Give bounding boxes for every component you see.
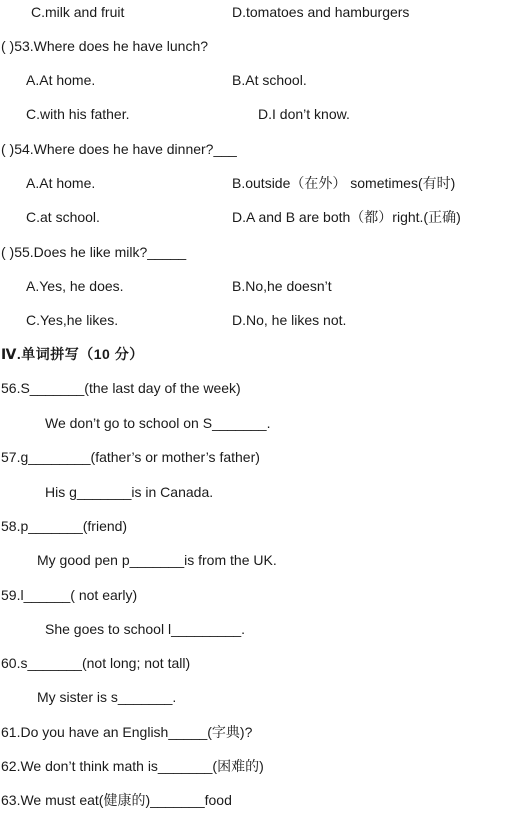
- q62-prompt: 62.We don’t think math is_______(困难的): [1, 758, 264, 774]
- q54-option-a: A.At home.: [26, 175, 96, 191]
- q54-options-row-1: [0, 173, 510, 193]
- q52-options-row: [0, 2, 510, 22]
- q53-option-d: D.I don’t know.: [258, 106, 350, 122]
- q60-row: [0, 653, 510, 673]
- q55-option-c: C.Yes,he likes.: [26, 312, 119, 328]
- q54-option-c: C.at school.: [26, 209, 100, 225]
- q56-row: [0, 378, 510, 398]
- q55-stem: ( )55.Does he like milk?_____: [1, 244, 187, 260]
- q63-prompt: 63.We must eat(健康的)_______food: [1, 792, 232, 808]
- q54-option-b: B.outside（在外） sometimes(有时): [232, 175, 456, 191]
- q59-prompt: 59.l______( not early): [1, 587, 138, 603]
- q62-row: [0, 756, 510, 776]
- section-heading-row: [0, 344, 510, 364]
- q58-example-row: [0, 550, 510, 570]
- q61-row: [0, 722, 510, 742]
- q63-row: [0, 790, 510, 810]
- q54-stem: ( )54.Where does he have dinner?___: [1, 141, 237, 157]
- q55-options-row-1: [0, 276, 510, 296]
- q54-stem-row: [0, 139, 510, 159]
- q55-options-row-2: [0, 310, 510, 330]
- q53-option-c: C.with his father.: [26, 106, 130, 122]
- q54-option-d: D.A and B are both（都）right.(正确): [232, 209, 461, 225]
- q53-option-b: B.At school.: [232, 72, 307, 88]
- q56-example-row: [0, 413, 510, 433]
- q53-options-row-2: [0, 104, 510, 124]
- q57-prompt: 57.g________(father’s or mother’s father): [1, 449, 260, 465]
- q60-example-row: [0, 687, 510, 707]
- q57-example-row: [0, 482, 510, 502]
- q55-option-a: A.Yes, he does.: [26, 278, 124, 294]
- q53-option-a: A.At home.: [26, 72, 96, 88]
- q53-stem-row: [0, 36, 510, 56]
- q56-example: We don’t go to school on S_______.: [45, 415, 271, 431]
- q53-options-row-1: [0, 70, 510, 90]
- q60-prompt: 60.s_______(not long; not tall): [1, 655, 191, 671]
- q60-example: My sister is s_______.: [37, 689, 177, 705]
- q52-option-d: D.tomatoes and hamburgers: [232, 4, 410, 20]
- q54-options-row-2: [0, 207, 510, 227]
- q57-example: His g_______is in Canada.: [45, 484, 214, 500]
- q61-prompt: 61.Do you have an English_____(字典)?: [1, 724, 253, 740]
- q55-option-b: B.No,he doesn’t: [232, 278, 332, 294]
- q53-stem: ( )53.Where does he have lunch?: [1, 38, 209, 54]
- section-heading: Ⅳ.单词拼写（10 分）: [1, 346, 144, 362]
- q59-row: [0, 585, 510, 605]
- q55-option-d: D.No, he likes not.: [232, 312, 347, 328]
- q58-example: My good pen p_______is from the UK.: [37, 552, 277, 568]
- q58-row: [0, 516, 510, 536]
- q59-example-row: [0, 619, 510, 639]
- q57-row: [0, 447, 510, 467]
- q56-prompt: 56.S_______(the last day of the week): [1, 380, 241, 396]
- q55-stem-row: [0, 242, 510, 262]
- q58-prompt: 58.p_______(friend): [1, 518, 128, 534]
- q59-example: She goes to school l_________.: [45, 621, 246, 637]
- q52-option-c: C.milk and fruit: [31, 4, 125, 20]
